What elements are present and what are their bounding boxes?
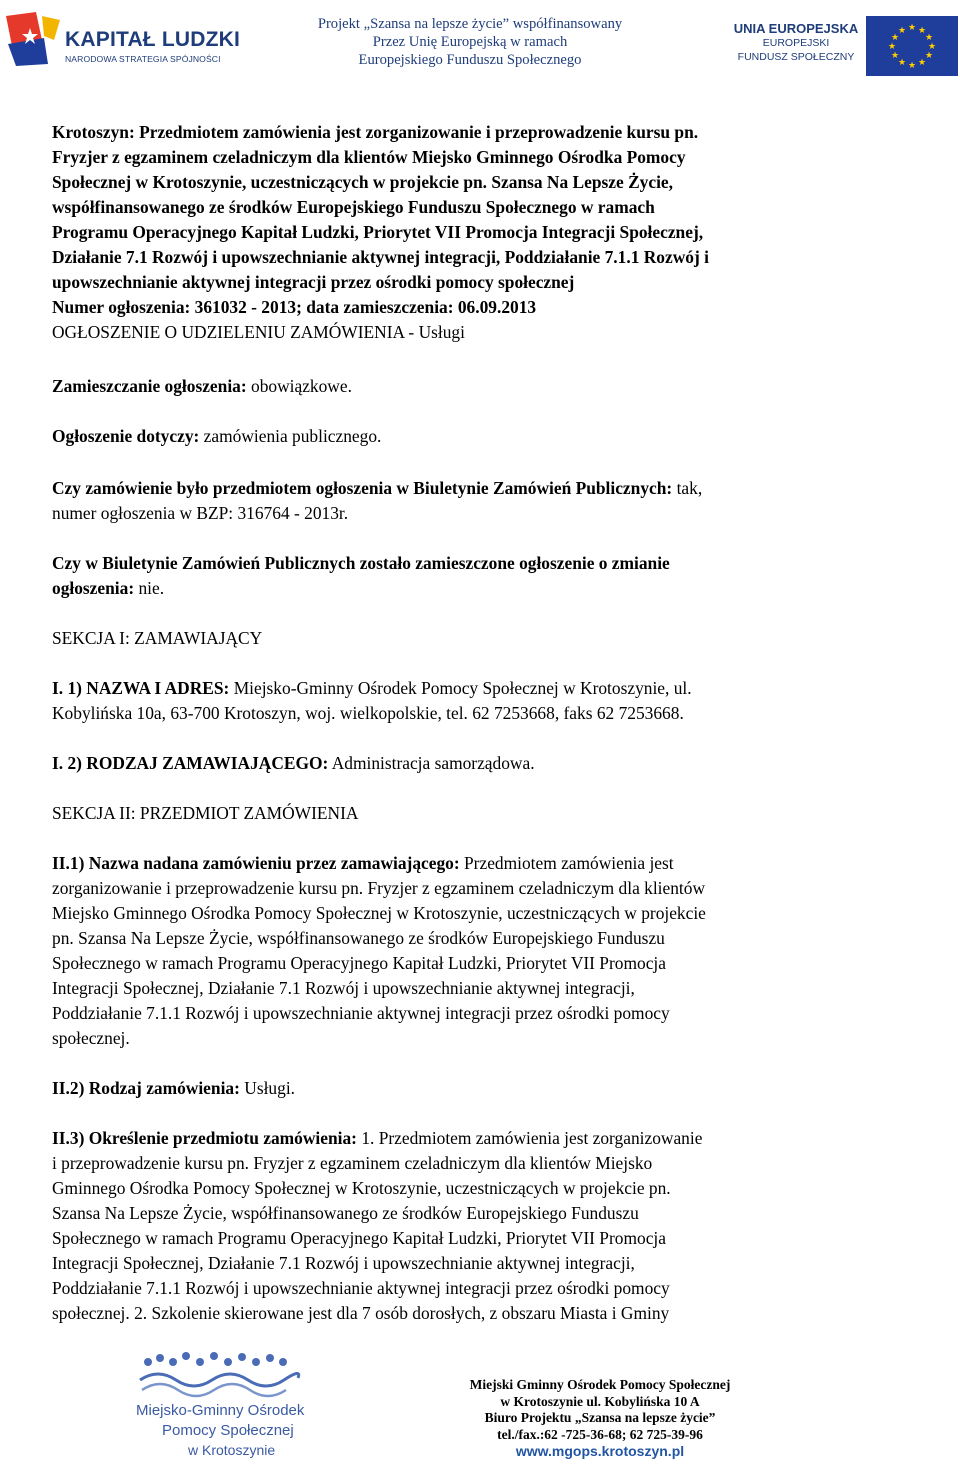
- svg-text:★: ★: [897, 26, 907, 36]
- svg-text:★: ★: [917, 58, 927, 68]
- project-line: Przez Unię Europejską w ramach: [372, 34, 568, 50]
- order-subject-line: i przeprowadzenie kursu pn. Fryzjer z egzaminem czeladniczym dla klientów Miejsko: [52, 1153, 653, 1173]
- field-value: Przedmiotem zamówienia jest: [464, 853, 674, 873]
- svg-text:★: ★: [890, 51, 900, 61]
- order-subject-line: społecznej. 2. Szkolenie skierowane jest dla 7 osób dorosłych, z obszaru Miasta i Gminy: [52, 1303, 670, 1323]
- order-name-line: zorganizowanie i przeprowadzenie kursu pn. Fryzjer z egzaminem czeladniczym dla klientów: [52, 878, 706, 898]
- section-2-title: SEKCJA II: PRZEDMIOT ZAMÓWIENIA: [52, 803, 359, 823]
- svg-text:★: ★: [907, 61, 917, 71]
- eu-logo-line: UNIA EUROPEJSKA: [733, 21, 859, 36]
- contracting-authority-type: [52, 751, 882, 776]
- mgops-logo: [128, 1350, 308, 1465]
- footer-line: Biuro Projektu „Szansa na lepsze życie”: [484, 1410, 716, 1425]
- footer-line: w Krotoszynie ul. Kobylińska 10 A: [500, 1393, 700, 1409]
- change-notice-field: [52, 576, 882, 601]
- intro-line: Programu Operacyjnego Kapitał Ludzki, Priorytet VII Promocja Integracji Społecznej,: [52, 222, 704, 242]
- eu-logo-line: EUROPEJSKI: [762, 37, 830, 49]
- svg-text:★: ★: [887, 42, 897, 52]
- order-name-field: [52, 851, 882, 876]
- field-value: Miejsko-Gminny Ośrodek Pomocy Społecznej w Krotoszynie, ul.: [233, 678, 692, 698]
- mgops-logo-line: w Krotoszynie: [188, 1442, 276, 1458]
- svg-text:★: ★: [924, 33, 934, 43]
- field-label: Czy zamówienie było przedmiotem ogłoszenia w Biuletynie Zamówień Publicznych:: [52, 478, 673, 498]
- project-line: Projekt „Szansa na lepsze życie” współfinansowany: [317, 16, 623, 32]
- field-label: II.2) Rodzaj zamówienia:: [52, 1078, 240, 1098]
- eu-logo-text: [730, 22, 862, 64]
- order-name-line: Integracji Społecznej, Działanie 7.1 Rozwój i upowszechnianie aktywnej integracji,: [52, 978, 635, 998]
- notice-document: [52, 120, 882, 1326]
- field-value: 1. Przedmiotem zamówienia jest zorganizowanie: [361, 1128, 703, 1148]
- field-label: ogłoszenia:: [52, 578, 135, 598]
- intro-line: upowszechnianie aktywnej integracji przez ośrodki pomocy społecznej: [52, 272, 575, 292]
- order-type-field: [52, 1076, 882, 1101]
- field-value: tak,: [676, 478, 703, 498]
- field-label: II.1) Nazwa nadana zamówieniu przez zamawiającego:: [52, 853, 460, 873]
- field-label: Ogłoszenie dotyczy:: [52, 426, 200, 446]
- field-value: zamówienia publicznego.: [203, 426, 382, 446]
- contracting-authority-name: [52, 676, 882, 701]
- order-name-line: pn. Szansa Na Lepsze Życie, współfinansowanego ze środków Europejskiego Funduszu: [52, 928, 665, 948]
- mgops-logo-line: Pomocy Społecznej: [162, 1422, 294, 1439]
- svg-text:★: ★: [897, 58, 907, 68]
- contracting-authority-address: Kobylińska 10a, 63-700 Krotoszyn, woj. wielkopolskie, tel. 62 7253668, faks 62 7253668.: [52, 703, 684, 723]
- kapital-ludzki-subtitle: NARODOWA STRATEGIA SPÓJNOŚCI: [65, 54, 221, 64]
- placement-field: [52, 374, 882, 399]
- section-1-title: SEKCJA I: ZAMAWIAJĄCY: [52, 628, 263, 648]
- field-value: Usługi.: [244, 1078, 295, 1098]
- eu-logo-line: FUNDUSZ SPOŁECZNY: [737, 51, 855, 63]
- footer-line: tel./fax.:62 -725-36-68; 62 725-39-96: [497, 1426, 703, 1442]
- bzp-field: [52, 476, 882, 501]
- notice-number: Numer ogłoszenia: 361032 - 2013; data zamieszczenia: 06.09.2013: [52, 297, 537, 317]
- order-subject-line: Poddziałanie 7.1.1 Rozwój i upowszechnianie aktywnej integracji przez ośrodki pomocy: [52, 1278, 670, 1298]
- order-name-line: Miejsko Gminnego Ośrodka Pomocy Społecznej w Krotoszynie, uczestniczących w projekcie: [52, 903, 706, 923]
- notice-intro: [52, 120, 882, 320]
- intro-line: współfinansowanego ze środków Europejskiego Funduszu Społecznego w ramach: [52, 197, 655, 217]
- people-figures-icon: [128, 1350, 308, 1405]
- field-label: I. 2) RODZAJ ZAMAWIAJĄCEGO:: [52, 753, 329, 773]
- change-notice-label: Czy w Biuletynie Zamówień Publicznych zostało zamieszczone ogłoszenie o zmianie: [52, 553, 670, 573]
- intro-line: Społecznej w Krotoszynie, uczestniczących w projekcie pn. Szansa Na Lepsze Życie,: [52, 172, 673, 192]
- field-label: Zamieszczanie ogłoszenia:: [52, 376, 247, 396]
- order-subject-line: Gminnego Ośrodka Pomocy Społecznej w Krotoszynie, uczestniczących w projekcie pn.: [52, 1178, 671, 1198]
- order-subject-line: Integracji Społecznej, Działanie 7.1 Rozwój i upowszechnianie aktywnej integracji,: [52, 1253, 635, 1273]
- intro-line: Działanie 7.1 Rozwój i upowszechnianie aktywnej integracji, Poddziałanie 7.1.1 Rozwój i: [52, 247, 709, 267]
- order-name-line: społecznej.: [52, 1028, 130, 1048]
- page-header: [0, 0, 960, 90]
- project-header-text: [300, 15, 640, 69]
- svg-text:★: ★: [890, 33, 900, 43]
- kapital-ludzki-logo: [2, 10, 241, 66]
- project-line: Europejskiego Funduszu Społecznego: [358, 52, 582, 68]
- svg-text:★: ★: [917, 26, 927, 36]
- field-label: II.3) Określenie przedmiotu zamówienia:: [52, 1128, 357, 1148]
- order-subject-field: [52, 1126, 882, 1151]
- svg-text:★: ★: [927, 42, 937, 52]
- eu-flag-icon: [866, 16, 958, 76]
- field-value: nie.: [138, 578, 165, 598]
- field-value: obowiązkowe.: [251, 376, 352, 396]
- footer-contact: [450, 1377, 750, 1460]
- field-value: Administracja samorządowa.: [331, 753, 535, 773]
- svg-text:★: ★: [924, 51, 934, 61]
- bzp-number: numer ogłoszenia w BZP: 316764 - 2013r.: [52, 503, 349, 523]
- kapital-ludzki-emblem-icon: [2, 10, 62, 68]
- order-subject-line: Szansa Na Lepsze Życie, współfinansowanego ze środków Europejskiego Funduszu: [52, 1203, 639, 1223]
- mgops-logo-line: Miejsko-Gminny Ośrodek: [136, 1402, 305, 1419]
- intro-line: Krotoszyn: Przedmiotem zamówienia jest zorganizowanie i przeprowadzenie kursu pn.: [52, 122, 699, 142]
- order-name-line: Społecznego w ramach Programu Operacyjnego Kapitał Ludzki, Priorytet VII Promocja: [52, 953, 666, 973]
- website-link[interactable]: www.mgops.krotoszyn.pl: [515, 1443, 685, 1459]
- kapital-ludzki-title: KAPITAŁ LUDZKI: [65, 28, 241, 51]
- intro-line: Fryzjer z egzaminem czeladniczym dla klientów Miejsko Gminnego Ośrodka Pomocy: [52, 147, 686, 167]
- svg-text:★: ★: [907, 23, 917, 33]
- footer-line: Miejski Gminny Ośrodek Pomocy Społecznej: [469, 1377, 731, 1392]
- notice-type-heading: OGŁOSZENIE O UDZIELENIU ZAMÓWIENIA - Usługi: [52, 322, 465, 342]
- order-subject-line: Społecznego w ramach Programu Operacyjnego Kapitał Ludzki, Priorytet VII Promocja: [52, 1228, 666, 1248]
- order-name-line: Poddziałanie 7.1.1 Rozwój i upowszechnianie aktywnej integracji przez ośrodki pomocy: [52, 1003, 670, 1023]
- concerns-field: [52, 424, 882, 449]
- field-label: I. 1) NAZWA I ADRES:: [52, 678, 230, 698]
